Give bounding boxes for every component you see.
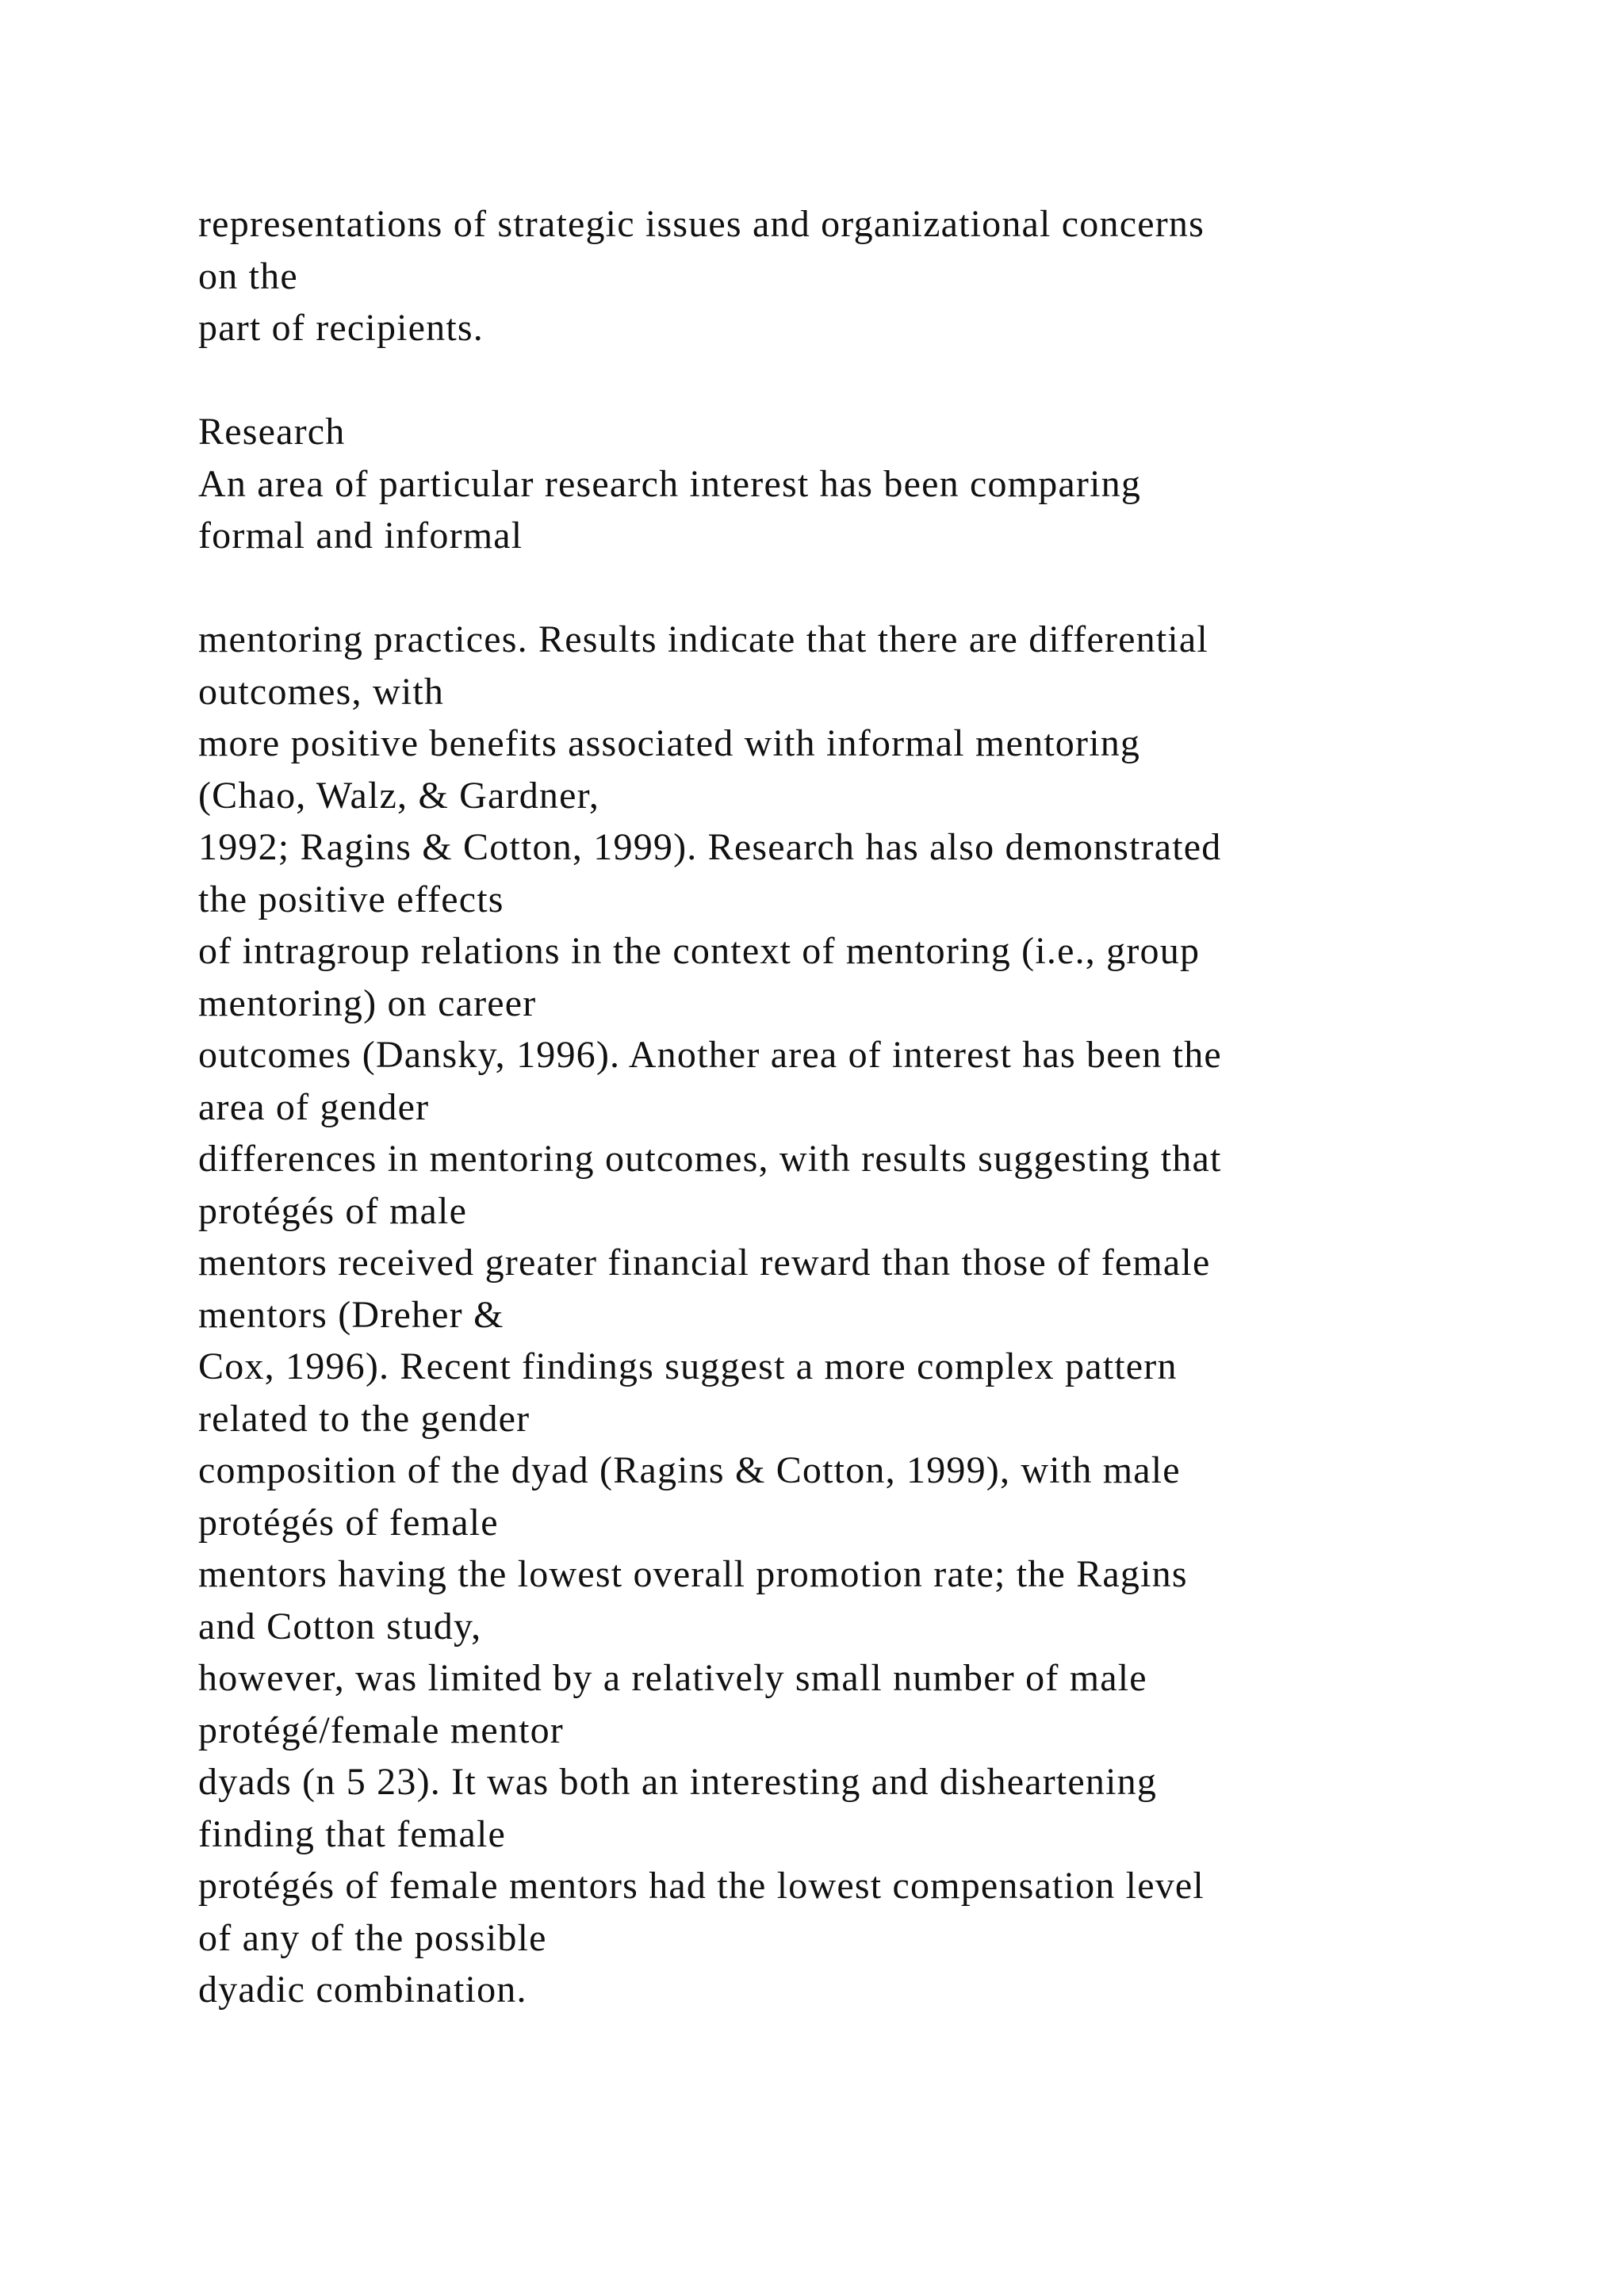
- text-line: part of recipients.: [198, 307, 484, 349]
- text-line: mentors received greater financial reward than those of female: [198, 1242, 1211, 1284]
- text-line: mentoring) on career: [198, 982, 537, 1024]
- text-line: protégé/female mentor: [198, 1709, 564, 1751]
- text-line: finding that female: [198, 1812, 507, 1855]
- paragraph-gap: [198, 562, 1546, 614]
- text-line: differences in mentoring outcomes, with results suggesting that: [198, 1138, 1222, 1180]
- text-line: related to the gender: [198, 1397, 530, 1440]
- text-line: Cox, 1996). Recent findings suggest a more complex pattern: [198, 1345, 1178, 1387]
- text-line: outcomes, with: [198, 670, 445, 713]
- text-line: more positive benefits associated with informal mentoring: [198, 722, 1141, 764]
- text-line: (Chao, Walz, & Gardner,: [198, 774, 600, 817]
- text-line: area of gender: [198, 1085, 430, 1128]
- text-line: dyadic combination.: [198, 1969, 527, 2011]
- text-line: of any of the possible: [198, 1916, 547, 1959]
- text-line: mentoring practices. Results indicate that there are differential: [198, 618, 1208, 660]
- text-line: An area of particular research interest has been comparing: [198, 462, 1142, 505]
- text-line: of intragroup relations in the context of mentoring (i.e., group: [198, 930, 1201, 972]
- text-line: protégés of female: [198, 1501, 499, 1544]
- text-line: dyads (n 5 23). It was both an interesting and disheartening: [198, 1761, 1158, 1803]
- text-line: representations of strategic issues and organizational concerns: [198, 203, 1205, 245]
- text-line: composition of the dyad (Ragins & Cotton, 1999), with male: [198, 1449, 1181, 1491]
- text-line: and Cotton study,: [198, 1605, 482, 1647]
- text-line: 1992; Ragins & Cotton, 1999). Research has also demonstrated: [198, 826, 1222, 868]
- text-line: outcomes (Dansky, 1996). Another area of interest has been the: [198, 1034, 1222, 1076]
- text-line: formal and informal: [198, 515, 523, 557]
- paragraph-gap: [198, 354, 1546, 407]
- text-line: protégés of female mentors had the lowest compensation level: [198, 1865, 1205, 1907]
- text-line: mentors having the lowest overall promotion rate; the Ragins: [198, 1553, 1188, 1595]
- text-line: however, was limited by a relatively small number of male: [198, 1657, 1147, 1699]
- section-heading: Research: [198, 411, 346, 453]
- text-line: mentors (Dreher &: [198, 1293, 504, 1336]
- text-line: on the: [198, 254, 298, 297]
- document-text: [198, 198, 1546, 2016]
- text-line: protégés of male: [198, 1189, 468, 1232]
- text-line: the positive effects: [198, 878, 504, 920]
